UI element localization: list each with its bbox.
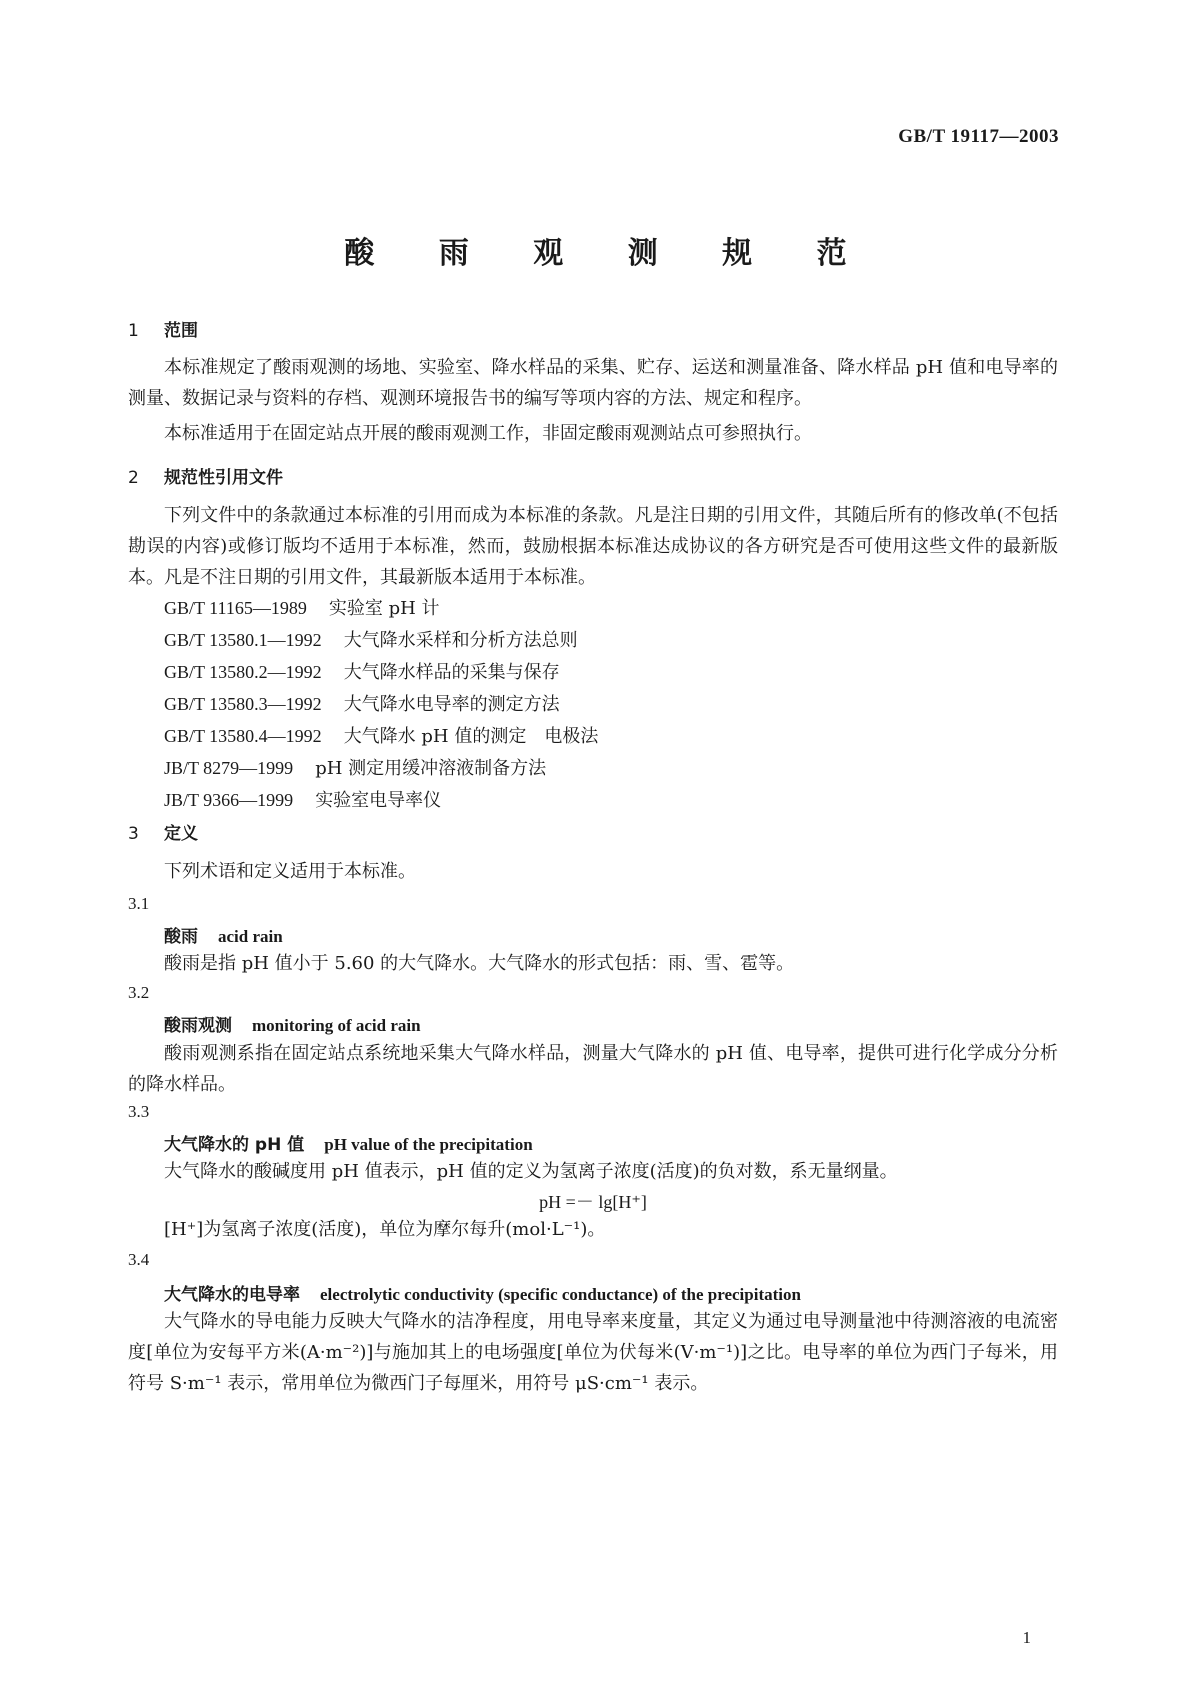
term-heading xyxy=(128,1130,1094,1155)
clause-number: 3.4 xyxy=(128,1250,150,1269)
term-chinese: 酸雨 xyxy=(164,927,198,947)
reference-item xyxy=(128,720,1058,752)
term-english: monitoring of acid rain xyxy=(252,1016,421,1035)
term-definition: 大气降水的酸碱度用 pH 值表示，pH 值的定义为氢离子浓度(活度)的负对数，系无量纲量。 xyxy=(164,1161,898,1182)
term-heading xyxy=(128,922,1094,947)
clause-number: 3.2 xyxy=(128,983,150,1002)
section-number: 2 xyxy=(128,468,139,488)
section-title: 规范性引用文件 xyxy=(164,468,283,488)
reference-code: GB/T 13580.1—1992 xyxy=(164,630,322,650)
standard-code: GB/T 19117—2003 xyxy=(898,126,1059,147)
term-english: acid rain xyxy=(218,927,283,946)
term-heading xyxy=(128,1011,1094,1036)
term-english: pH value of the precipitation xyxy=(324,1135,533,1154)
term-definition: 酸雨是指 pH 值小于 5.60 的大气降水。大气降水的形式包括：雨、雪、雹等。 xyxy=(164,953,795,974)
reference-title: 大气降水采样和分析方法总则 xyxy=(343,630,578,651)
reference-code: GB/T 13580.3—1992 xyxy=(164,694,322,714)
reference-item xyxy=(128,592,1058,624)
term-english: electrolytic conductivity (specific conductance) of the precipitation xyxy=(320,1285,801,1304)
clause-number: 3.1 xyxy=(128,894,150,913)
reference-item xyxy=(128,656,1058,688)
section-1-heading xyxy=(128,316,1058,341)
section-number: 3 xyxy=(128,824,139,844)
reference-title: 大气降水样品的采集与保存 xyxy=(343,662,560,683)
reference-list xyxy=(128,592,1058,816)
term-definition: 大气降水的导电能力反映大气降水的洁净程度，用电导率来度量，其定义为通过电导测量池中待测溶液的电流密度[单位为安每平方米(A·m⁻²)]与施加其上的电场强度[单位为伏每米(V·m⁻¹)]之比。电导率的单位为西门子每米，用符号 S·m⁻¹ 表示，常用单位为微西门子每厘米，用符号 μS·cm⁻¹ 表示。 xyxy=(128,1311,1058,1394)
term-heading xyxy=(128,1280,1094,1305)
reference-code: GB/T 11165—1989 xyxy=(164,598,307,618)
reference-item xyxy=(128,752,1058,784)
section-2-paragraph: 下列文件中的条款通过本标准的引用而成为本标准的条款。凡是注日期的引用文件，其随后所有的修改单(不包括勘误的内容)或修订版均不适用于本标准，然而，鼓励根据本标准达成协议的各方研究是否可使用这些文件的最新版本。凡是不注日期的引用文件，其最新版本适用于本标准。 xyxy=(128,505,1058,588)
term-chinese: 大气降水的电导率 xyxy=(164,1285,300,1305)
reference-title: pH 测定用缓冲溶液制备方法 xyxy=(315,758,547,779)
reference-title: 实验室电导率仪 xyxy=(315,790,442,811)
document-title: 酸 雨 观 测 规 范 xyxy=(344,236,874,271)
formula-note: [H⁺]为氢离子浓度(活度)，单位为摩尔每升(mol·L⁻¹)。 xyxy=(164,1219,606,1240)
page-number: 1 xyxy=(1022,1628,1031,1647)
reference-title: 大气降水 pH 值的测定 电极法 xyxy=(343,726,599,747)
term-chinese: 酸雨观测 xyxy=(164,1016,232,1036)
reference-item xyxy=(128,624,1058,656)
section-title: 定义 xyxy=(164,824,198,844)
reference-title: 实验室 pH 计 xyxy=(328,598,440,619)
section-2-heading xyxy=(128,463,1058,488)
term-definition: 酸雨观测系指在固定站点系统地采集大气降水样品，测量大气降水的 pH 值、电导率，提供可进行化学成分分析的降水样品。 xyxy=(128,1043,1058,1095)
reference-code: JB/T 9366—1999 xyxy=(164,790,294,810)
clause-number: 3.3 xyxy=(128,1102,150,1121)
section-1-paragraph-2: 本标准适用于在固定站点开展的酸雨观测工作，非固定酸雨观测站点可参照执行。 xyxy=(164,423,812,444)
reference-code: JB/T 8279—1999 xyxy=(164,758,294,778)
section-1-paragraph-1: 本标准规定了酸雨观测的场地、实验室、降水样品的采集、贮存、运送和测量准备、降水样品 pH 值和电导率的测量、数据记录与资料的存档、观测环境报告书的编写等项内容的方法、规定和程序。 xyxy=(128,357,1058,409)
section-3-heading xyxy=(128,819,1058,844)
section-3-intro: 下列术语和定义适用于本标准。 xyxy=(164,861,416,882)
reference-code: GB/T 13580.2—1992 xyxy=(164,662,322,682)
term-chinese: 大气降水的 pH 值 xyxy=(164,1135,305,1155)
ph-formula: pH =－ lg[H⁺] xyxy=(539,1192,647,1212)
reference-title: 大气降水电导率的测定方法 xyxy=(343,694,560,715)
section-number: 1 xyxy=(128,321,139,341)
reference-code: GB/T 13580.4—1992 xyxy=(164,726,322,746)
section-title: 范围 xyxy=(164,321,198,341)
reference-item xyxy=(128,784,1058,816)
reference-item xyxy=(128,688,1058,720)
